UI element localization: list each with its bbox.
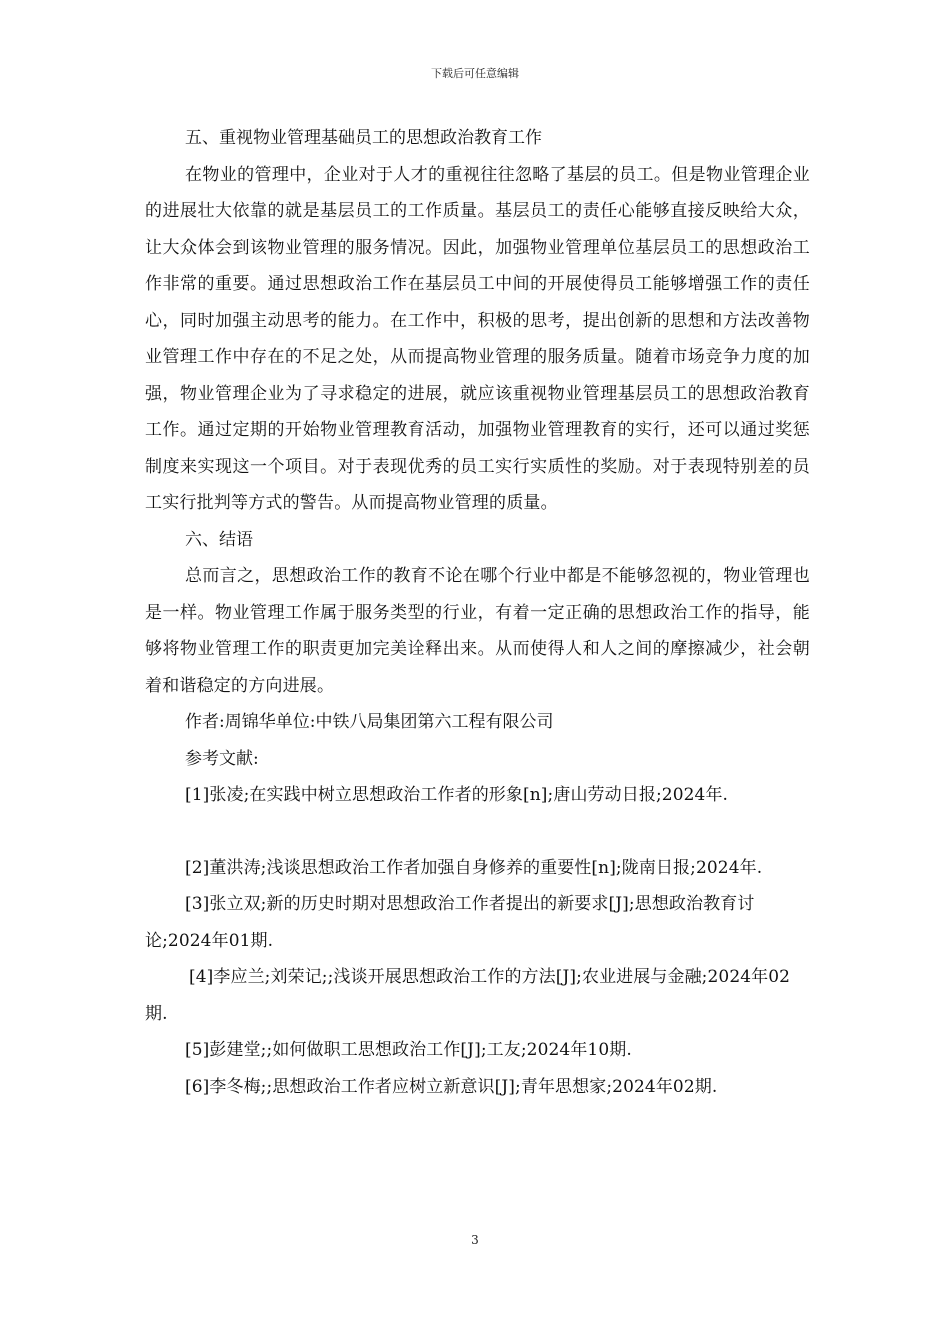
section-six-heading: 六、结语 bbox=[185, 529, 253, 550]
references-heading: 参考文献: bbox=[185, 748, 259, 769]
page-number: 3 bbox=[471, 1233, 479, 1247]
reference-item: [1]张凌;在实践中树立思想政治工作者的形象[n];唐山劳动日报;2024年. bbox=[185, 785, 729, 805]
page-header-note: 下载后可任意编辑 bbox=[431, 67, 519, 80]
section-five-heading: 五、重视物业管理基础员工的思想政治教育工作 bbox=[185, 128, 542, 148]
section-six-paragraph: 总而言之，思想政治工作的教育不论在哪个行业中都是不能够忽视的，物业管理也是一样。物业管理工作属于服务类型的行业，有着一定正确的思想政治工作的指导，能够将物业管理工作的职责更加完美诠释出来。从而使得人和人之间的摩擦减少，社会朝着和谐稳定的方向进展。 bbox=[145, 566, 810, 696]
reference-item: [5]彭建堂;;如何做职工思想政治工作[J];工友;2024年10期. bbox=[185, 1040, 632, 1060]
reference-item: [2]董洪涛;浅谈思想政治工作者加强自身修养的重要性[n];陇南日报;2024年. bbox=[185, 857, 763, 878]
reference-item: [3]张立双;新的历史时期对思想政治工作者提出的新要求[J];思想政治教育讨论;2024年01期. bbox=[145, 894, 755, 951]
reference-item: [4]李应兰;刘荣记;;浅谈开展思想政治工作的方法[J];农业进展与金融;2024年02期. bbox=[145, 967, 791, 1024]
document-body bbox=[145, 120, 810, 1105]
reference-item: [6]李冬梅;;思想政治工作者应树立新意识[J];青年思想家;2024年02期. bbox=[185, 1076, 718, 1097]
author-line: 作者:周锦华单位:中铁八局集团第六工程有限公司 bbox=[185, 712, 554, 732]
section-five-paragraph: 在物业的管理中，企业对于人才的重视往往忽略了基层的员工。但是物业管理企业的进展壮大依靠的就是基层员工的工作质量。基层员工的责任心能够直接反映给大众，让大众体会到该物业管理的服务情况。因此，加强物业管理单位基层员工的思想政治工作非常的重要。通过思想政治工作在基层员工中间的开展使得员工能够增强工作的责任心，同时加强主动思考的能力。在工作中，积极的思考，提出创新的思想和方法改善物业管理工作中存在的不足之处，从而提高物业管理的服务质量。随着市场竞争力度的加强，物业管理企业为了寻求稳定的进展，就应该重视物业管理基层员工的思想政治教育工作。通过定期的开始物业管理教育活动，加强物业管理教育的实行，还可以通过奖惩制度来实现这一个项目。对于表现优秀的员工实行实质性的奖励。对于表现特别差的员工实行批判等方式的警告。从而提高物业管理的质量。 bbox=[145, 164, 810, 513]
